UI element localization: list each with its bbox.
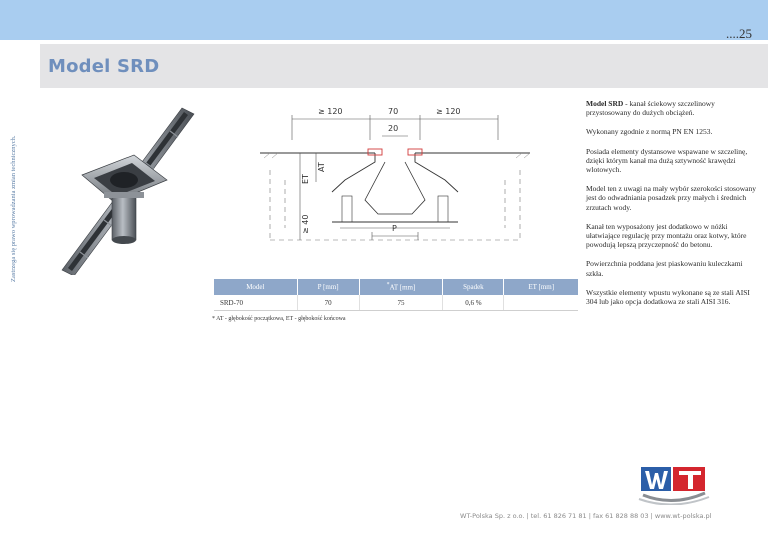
desc-paragraph: Wykonany zgodnie z normą PN EN 1253. [586,127,713,137]
cell-at: 75 [359,295,443,311]
dim-center-width: 70 [388,107,399,116]
dim-left-width: ≥ 120 [318,107,343,116]
col-at-mark: * [386,282,390,289]
col-p: P [mm] [297,279,359,295]
spec-table [214,279,578,311]
cell-et [504,295,578,311]
cell-spadek: 0,6 % [443,295,504,311]
table-footnote: * AT - głębokość początkowa, ET - głębokość końcowa [212,316,346,322]
company-logo [633,463,713,505]
top-bar [0,0,768,40]
col-spadek: Spadek [443,279,504,295]
product-photo [42,100,200,275]
desc-paragraph: Model ten z uwagi na mały wybór szerokości stosowany jest do odwadniania posadzek przy małych i średnich zrzutach wody. [586,184,756,212]
sidebar-disclaimer [0,92,30,282]
col-at-label: AT [mm] [389,283,416,292]
page-number: ....25 [726,26,752,41]
desc-paragraph: Posiada elementy dystansowe wspawane w szczelinę, dzięki którym kanał ma dużą sztywność krawędzi wlotowych. [586,146,748,175]
description [586,99,756,316]
table-row [214,295,578,311]
desc-paragraph: Wszystkie elementy wpustu wykonane są ze stali AISI 304 lub jako opcja dodatkowa ze stali AISI 316. [586,287,750,307]
footer-contact: WT-Polska Sp. z o.o. | tel. 61 826 71 81 | fax 61 828 88 03 | www.wt-polska.pl [460,512,712,520]
table-header-row [214,279,578,295]
cell-model: SRD-70 [214,295,297,311]
col-model: Model [214,279,297,295]
desc-lead-bold: Model SRD [586,99,624,108]
cell-p: 70 [297,295,359,311]
desc-paragraph: Kanał ten wyposażony jest dodatkowo w nóżki ułatwiające regulację przy montażu oraz kotwy, które powodują lepszą przyczepność do betonu. [586,221,747,250]
dim-at: AT [317,162,326,172]
dim-p: P [392,224,397,233]
col-at [359,279,443,295]
dim-right-width: ≥ 120 [436,107,461,116]
dim-min-height: ≥ 40 [301,214,310,234]
desc-lead-rest: - kanał ściekowy szczelinowy przystosowany do dużych obciążeń. [586,99,715,118]
dim-et: ET [301,174,310,184]
col-et: ET [mm] [504,279,578,295]
page-title: Model SRD [48,56,160,77]
dim-slot-width: 20 [388,124,399,133]
desc-lead [586,99,756,117]
desc-paragraph: Powierzchnia poddana jest piaskowaniu kuleczkami szkła. [586,259,743,278]
vertical-disclaimer-text: Zastrzega się prawo wprowadzania zmian technicznych. [10,135,17,282]
technical-drawing [200,100,580,275]
